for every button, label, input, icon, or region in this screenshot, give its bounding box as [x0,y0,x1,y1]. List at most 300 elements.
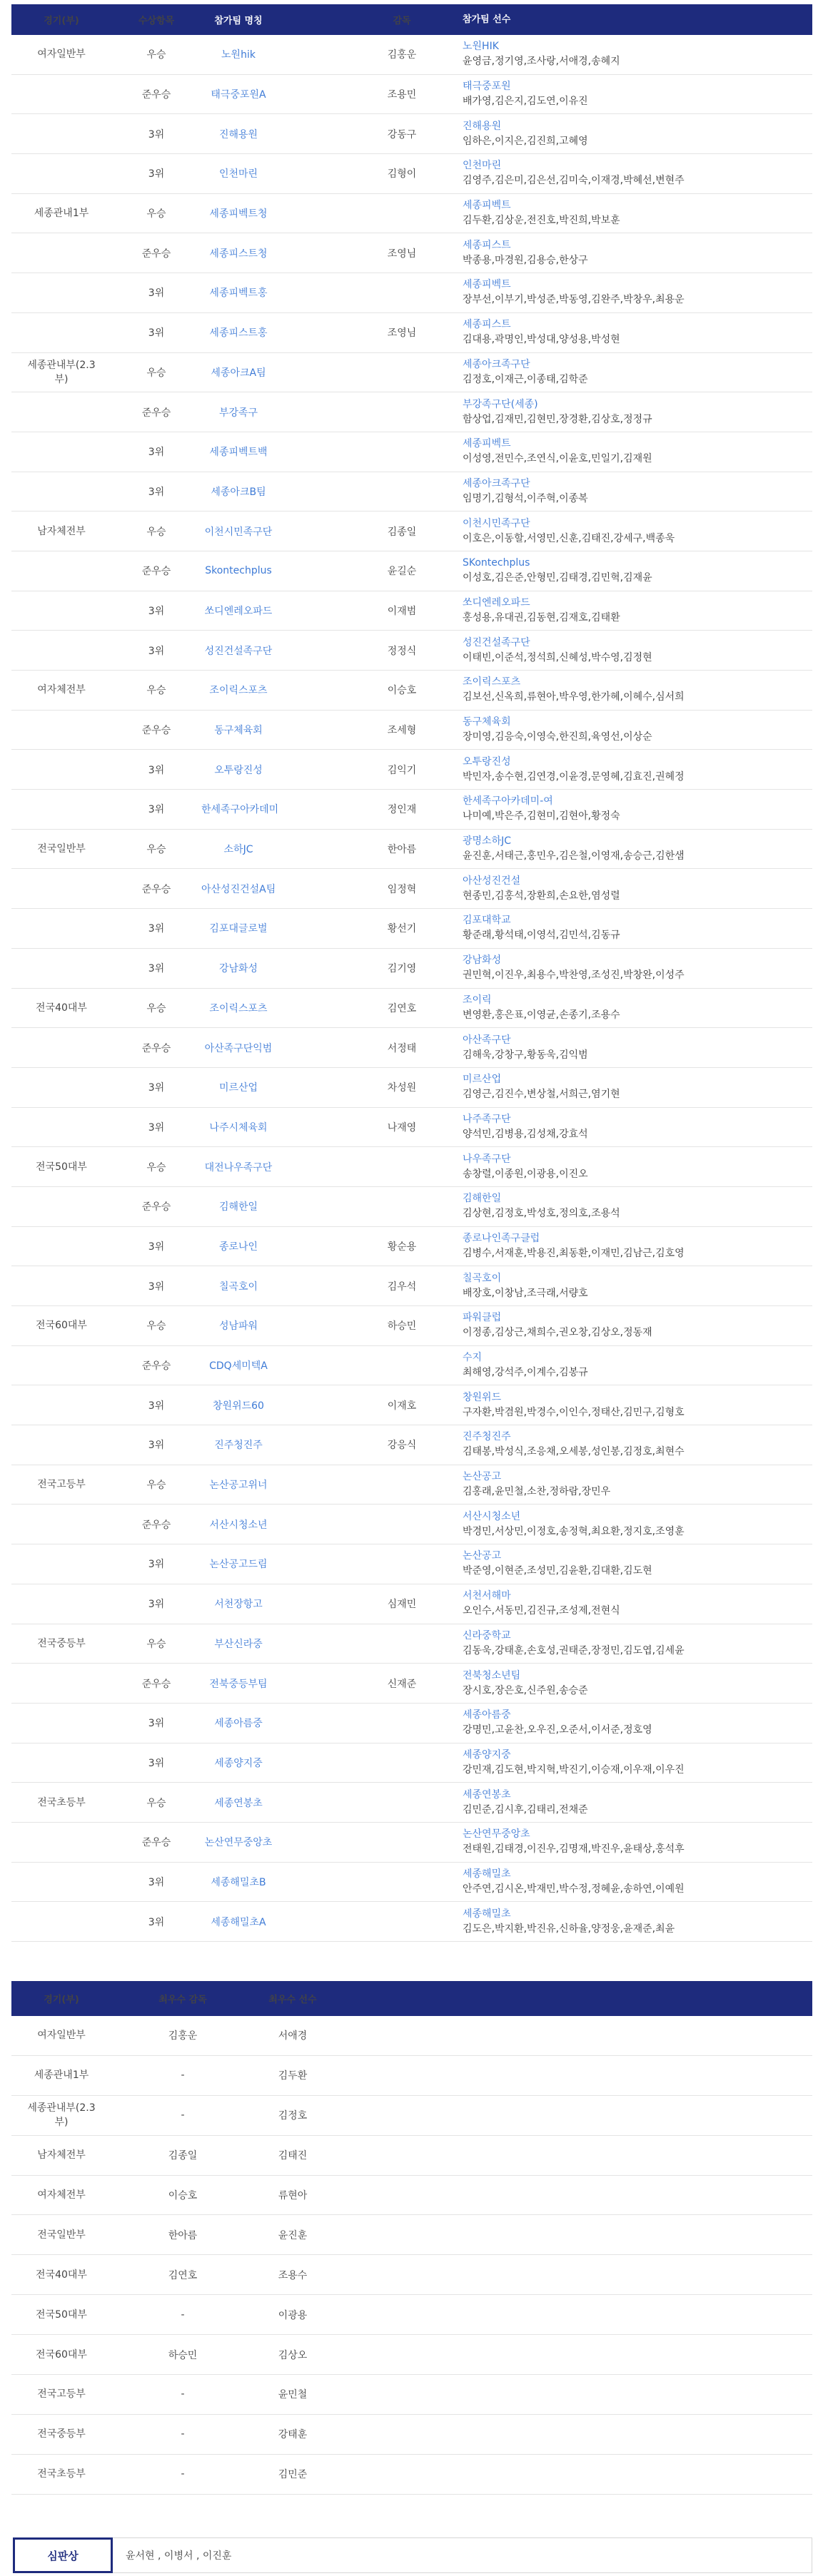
header-division [11,13,111,26]
roster-team-link[interactable]: 나주족구단 [463,1113,511,1125]
players-list: 이태빈,이준석,정석희,신혜성,박수영,김정현 [463,651,652,663]
roster-team-link[interactable]: 종로나인족구클럽 [463,1232,540,1244]
roster-cell [454,1510,812,1539]
award-row [11,114,812,154]
division-label: 세종관내부(2.3부) [27,359,96,385]
best-coach-cell: 김연호 [168,2269,198,2281]
roster-cell [454,1708,812,1738]
roster-team-link[interactable]: 칠곡호이 [463,1272,502,1284]
roster-team-link[interactable]: 부강족구단(세종) [463,398,538,410]
team-name-cell [201,444,350,459]
best-award-row [11,2215,812,2255]
division-label: 여자일반부 [37,2030,86,2042]
roster-team-link[interactable]: 세종아크족구단 [463,477,530,489]
award-cell: 3위 [148,1241,165,1253]
roster-team-link[interactable]: 나우족구단 [463,1153,511,1165]
team-name-cell [201,1796,350,1810]
awards-table-body [11,35,812,1942]
roster-team-link[interactable]: 성진건설족구단 [463,636,530,648]
roster-team-link[interactable]: 아산성진건설 [463,875,521,887]
players-list: 최해영,강석주,이계수,김봉규 [463,1367,588,1379]
team-link[interactable]: 서산시청소년 [209,1519,268,1531]
award-cell: 우승 [146,685,166,697]
roster-team-link[interactable]: 세종피스트 [463,319,511,331]
team-link[interactable]: 한세족구아카데미 [201,804,279,816]
team-link[interactable]: 칠곡호이 [218,1281,258,1293]
roster-cell [454,953,812,983]
best-award-row [11,2455,812,2495]
referee-award-label: 심판상 [13,2537,113,2573]
coach-cell: 신재준 [387,1678,417,1690]
roster-cell [454,1788,812,1818]
team-link[interactable]: 강남화성 [218,963,258,975]
roster-team-link[interactable]: 서산시청소년 [463,1510,521,1522]
team-link[interactable]: 조이릭스포츠 [209,685,268,697]
roster-cell [454,198,812,228]
team-link[interactable]: 아산족구단익범 [204,1042,273,1054]
award-cell: 우승 [146,1320,166,1333]
award-cell: 우승 [146,49,166,61]
award-cell: 3위 [148,1718,165,1730]
division-cell [11,2148,111,2162]
team-name-cell [201,1001,350,1015]
team-link[interactable]: 진주청진주 [214,1440,263,1452]
players-list: 배장호,이창남,조극래,서량호 [463,1287,588,1299]
award-cell: 3위 [148,168,165,180]
award-row [11,233,812,273]
roster-team-link[interactable]: 수지 [463,1352,483,1364]
team-link[interactable]: 논산공고위너 [209,1480,268,1492]
division-label: 세종관내1부 [34,2070,89,2082]
players-list: 김홍래,윤민철,소찬,정하람,장민우 [463,1486,611,1498]
roster-cell [454,834,812,864]
players-list: 김두환,김상운,전진호,박진희,박보훈 [463,215,620,227]
coach-cell: 황순용 [387,1241,417,1253]
award-cell: 우승 [146,1002,166,1014]
awards-table [11,4,812,1942]
header-award: 수상항목 [138,16,175,26]
team-link[interactable]: 나주시체육회 [209,1121,268,1134]
division-label: 남자체전부 [37,2149,86,2162]
team-link[interactable]: 아산성진건설A팀 [201,883,276,895]
team-name-cell [201,1199,350,1213]
division-label: 전국40대부 [36,1002,87,1014]
roster-cell [454,1191,812,1221]
coach-cell: 서정태 [387,1042,417,1054]
best-award-row [11,2016,812,2056]
award-cell: 준우승 [141,1360,171,1373]
award-row [11,631,812,671]
roster-team-link[interactable]: 세종피벡트 [463,438,511,450]
award-cell: 우승 [146,844,166,856]
roster-cell [454,317,812,347]
team-link[interactable]: 진해용원 [218,128,258,141]
team-name-cell [201,484,350,499]
players-list: 김태봉,박성식,조응채,오세봉,성인봉,김정호,최현수 [463,1446,685,1458]
referee-award-names: 윤서현 , 이병서 , 이진훈 [113,2537,812,2573]
division-cell [11,842,111,856]
players-list: 박준영,이현준,조성민,김윤환,김대환,김도현 [463,1565,652,1577]
roster-team-link[interactable]: SKontechplus [463,557,530,569]
division-cell [11,1160,111,1174]
award-cell: 3위 [148,447,165,459]
best-award-row [11,2096,812,2136]
roster-team-link[interactable]: 조이릭스포츠 [463,676,521,688]
team-link[interactable]: 성남파워 [218,1320,258,1333]
players-list: 강민재,김도현,박지혁,박진기,이승재,이우재,이우진 [463,1763,685,1776]
roster-cell [454,596,812,626]
best-player-cell: 조용수 [278,2269,308,2281]
roster-team-link[interactable]: 김해한일 [463,1193,502,1205]
team-name-cell [201,921,350,935]
best-player-cell: 김상오 [278,2349,308,2361]
team-link[interactable]: 세종양지중 [214,1757,263,1769]
team-name-cell [201,1915,350,1929]
roster-cell [454,1470,812,1500]
players-list: 김영주,김은미,김은선,김미숙,이재경,박혜선,변현주 [463,175,685,187]
roster-cell [454,715,812,745]
roster-team-link[interactable]: 쏘디엔레오파드 [463,596,530,609]
players-list: 김민준,김시후,김태리,전채준 [463,1803,588,1816]
team-link[interactable]: 세종연봉초 [214,1797,263,1809]
team-name-cell [201,285,350,300]
header-team-name: 참가팀 명칭 [214,16,263,26]
team-link[interactable]: 세종아크B팀 [211,486,266,498]
team-name-cell [201,365,350,380]
award-cell: 3위 [148,1400,165,1412]
roster-team-link[interactable]: 논산연무중앙초 [463,1828,530,1841]
award-cell: 3위 [148,1876,165,1888]
team-name-cell [201,524,350,539]
division-label: 전국일반부 [37,2229,86,2241]
award-row [11,472,812,512]
team-link[interactable]: 세종피벡트백 [209,447,268,459]
team-name-cell [201,1318,350,1333]
division-label: 전국초등부 [37,1796,86,1808]
award-cell: 3위 [148,605,165,617]
roster-team-link[interactable]: 창원위드 [463,1391,502,1403]
award-row [11,1306,812,1346]
team-name-cell [201,1716,350,1730]
award-row [11,1783,812,1823]
coach-cell: 이승호 [387,685,417,697]
team-link[interactable]: 세종해밀초B [211,1876,266,1888]
best-award-row [11,2136,812,2176]
award-row [11,1664,812,1704]
award-cell: 3위 [148,1121,165,1134]
roster-team-link[interactable]: 논산공고 [463,1471,502,1483]
award-row [11,989,812,1029]
roster-cell [454,556,812,586]
roster-cell [454,79,812,109]
team-name-cell [201,246,350,260]
best-award-row [11,2176,812,2216]
team-link[interactable]: CDQ세미텍A [209,1360,268,1373]
roster-cell [454,1430,812,1460]
roster-cell [454,516,812,546]
roster-cell [454,1589,812,1619]
roster-team-link[interactable]: 논산공고 [463,1550,502,1562]
team-link[interactable]: 인천마린 [218,168,258,180]
award-row [11,1902,812,1942]
players-list: 구자환,박겸원,박경수,이인수,정태산,김민구,김형호 [463,1406,685,1418]
team-name-cell [201,325,350,340]
team-link[interactable]: 세종해밀초A [211,1916,266,1928]
roster-team-link[interactable]: 오투랑진성 [463,755,511,768]
roster-cell [454,1867,812,1897]
award-cell: 우승 [146,1161,166,1174]
division-label: 전국초등부 [37,2468,86,2480]
division-label: 세종관내1부 [34,208,89,220]
award-cell: 3위 [148,1599,165,1611]
players-list: 이호은,이동할,서영민,신훈,김태진,강세구,백종욱 [463,532,675,544]
team-link[interactable]: 성진건설족구단 [204,645,273,657]
team-name-cell [201,1835,350,1849]
team-link[interactable]: 논산연무중앙초 [204,1837,273,1849]
roster-team-link[interactable]: 전북청소년팀 [463,1669,521,1681]
roster-team-link[interactable]: 진해용원 [463,120,502,132]
team-name-cell [201,1557,350,1571]
award-row [11,1068,812,1108]
roster-team-link[interactable]: 세종연봉초 [463,1788,511,1801]
roster-team-link[interactable]: 파워클럽 [463,1312,502,1324]
team-link[interactable]: Skontechplus [205,565,272,577]
team-name-cell [201,683,350,697]
award-row [11,1227,812,1267]
players-list: 함상업,김재민,김현민,장경환,김상호,정정규 [463,413,652,425]
award-row [11,273,812,313]
award-cell: 준우승 [141,1201,171,1213]
roster-team-link[interactable]: 세종아크족구단 [463,358,530,370]
division-cell [11,358,111,387]
players-list: 강명민,고윤찬,오우진,오준서,이서준,정호영 [463,1724,652,1736]
best-coach-cell: - [181,2308,185,2321]
team-link[interactable]: 세종피벡트청 [209,208,268,220]
coach-cell: 조영님 [387,327,417,340]
best-coach-cell: - [181,2428,185,2440]
roster-team-link[interactable]: 세종양지중 [463,1748,511,1761]
roster-team-link[interactable]: 한세족구아카데미-여 [463,795,553,808]
roster-team-link[interactable]: 세종해밀초 [463,1868,511,1880]
award-cell: 3위 [148,764,165,776]
award-cell: 우승 [146,1480,166,1492]
header-division [11,1992,111,2005]
division-label: 전국50대부 [36,2308,87,2321]
award-row [11,949,812,989]
team-link[interactable]: 태극중포원A [211,89,266,101]
roster-team-link[interactable]: 인천마린 [463,160,502,172]
roster-team-link[interactable]: 세종해밀초 [463,1908,511,1920]
roster-team-link[interactable]: 조이릭 [463,994,492,1006]
best-coach-cell: - [181,2109,185,2122]
roster-team-link[interactable]: 미르산업 [463,1074,502,1086]
team-link[interactable]: 대전나우족구단 [204,1161,273,1174]
header-division-label: 경기(부) [44,16,79,26]
award-row [11,75,812,115]
award-row [11,830,812,870]
roster-team-link[interactable]: 태극중포원 [463,81,511,93]
roster-team-link[interactable]: 세종피벡트 [463,200,511,212]
award-row [11,750,812,790]
roster-team-link[interactable]: 진주청진주 [463,1431,511,1443]
roster-cell [454,238,812,268]
players-list: 배가영,김은지,김도연,이유진 [463,96,588,108]
team-link[interactable]: 이천시민족구단 [204,526,273,538]
roster-cell [454,1549,812,1579]
team-link[interactable]: 동구체육회 [214,725,263,737]
roster-team-link[interactable]: 신라중학교 [463,1629,511,1641]
coach-cell: 조용민 [387,89,417,101]
award-cell: 3위 [148,1559,165,1571]
roster-cell [454,1350,812,1380]
team-link[interactable]: 쏘디엔레오파드 [204,605,273,617]
roster-team-link[interactable]: 노원HIK [463,41,499,53]
players-list: 김영근,김진수,변상철,서희근,염기현 [463,1089,620,1101]
team-link[interactable]: 김해한일 [218,1201,258,1213]
award-cell: 3위 [148,1082,165,1094]
roster-team-link[interactable]: 세종피벡트 [463,279,511,291]
team-name-cell [201,1358,350,1373]
best-award-row [11,2295,812,2335]
header-players: 참가팀 선수 [463,14,511,25]
award-cell: 3위 [148,128,165,141]
roster-cell [454,913,812,943]
players-list: 김해욱,강창구,황동욱,김익범 [463,1049,588,1061]
roster-team-link[interactable]: 강남화성 [463,954,502,967]
team-link[interactable]: 소하JC [223,844,253,856]
division-cell [11,2308,111,2322]
award-row [11,1823,812,1863]
award-cell: 3위 [148,923,165,935]
roster-cell [454,477,812,506]
team-name-cell [201,604,350,618]
team-link[interactable]: 미르산업 [218,1082,258,1094]
coach-cell: 이재호 [387,1400,417,1412]
players-list: 김정호,이재근,이종태,김학준 [463,373,588,385]
division-cell [11,2188,111,2202]
roster-cell [454,1827,812,1857]
team-link[interactable]: 부산신라중 [214,1638,263,1650]
roster-cell [454,1629,812,1659]
best-coach-cell: 김홍운 [168,2030,198,2042]
team-name-cell [201,166,350,180]
team-link[interactable]: 논산공고드림 [209,1559,268,1571]
award-row [11,1147,812,1187]
award-row [11,551,812,591]
roster-team-link[interactable]: 세종피스트 [463,239,511,251]
players-list: 김병수,서재훈,박용진,최동환,이재민,김남근,김호영 [463,1247,685,1259]
roster-team-link[interactable]: 광명소하JC [463,835,512,847]
players-list: 현종민,김홍석,장환희,손요한,염성렬 [463,890,620,902]
best-player-cell: 류현아 [278,2190,308,2201]
players-list: 윤진훈,서태근,홍민우,김은철,이영재,송승근,김한샘 [463,850,685,862]
roster-team-link[interactable]: 김포대학교 [463,915,511,927]
best-player-cell: 김정호 [278,2110,308,2122]
team-link[interactable]: 서천장항고 [214,1599,263,1611]
award-cell: 준우승 [141,883,171,895]
players-list: 이성호,김은준,안형민,김태경,김민혁,김재윤 [463,572,652,584]
best-player-cell: 윤진훈 [278,2229,308,2241]
roster-team-link[interactable]: 세종아름중 [463,1709,511,1721]
coach-cell: 김우석 [387,1281,417,1293]
award-cell: 3위 [148,1757,165,1769]
roster-cell [454,993,812,1023]
roster-cell [454,437,812,467]
team-name-cell [201,1477,350,1492]
header-division-label: 경기(부) [44,1995,79,2005]
players-list: 홍성용,유대권,김동현,김재호,김태환 [463,611,620,623]
team-name-cell [201,1875,350,1889]
roster-cell [454,1669,812,1699]
players-list: 윤영금,정기영,조사랑,서애경,송혜지 [463,56,620,68]
team-link[interactable]: 세종피벡트홍 [209,287,268,300]
coach-cell: 김형이 [387,168,417,180]
roster-team-link[interactable]: 서천서해마 [463,1590,511,1602]
team-link[interactable]: 김포대글로벌 [209,923,268,935]
roster-team-link[interactable]: 이천시민족구단 [463,517,530,529]
coach-cell: 차성원 [387,1082,417,1094]
best-player-cell: 이광용 [278,2309,308,2321]
team-link[interactable]: 조이릭스포츠 [209,1002,268,1014]
team-link[interactable]: 세종아름중 [214,1718,263,1730]
team-name-cell [201,1041,350,1055]
coach-cell: 김연호 [387,1002,417,1014]
team-link[interactable]: 부강족구 [218,407,258,419]
players-list: 임하은,이지은,김진희,고혜영 [463,135,588,147]
team-name-cell [201,565,350,576]
roster-cell [454,357,812,387]
best-player-cell: 강태훈 [278,2429,308,2441]
award-cell: 우승 [146,367,166,379]
award-cell: 준우승 [141,248,171,260]
team-link[interactable]: 세종피스트홍 [209,327,268,340]
division-cell [11,1636,111,1651]
award-cell: 3위 [148,486,165,498]
roster-team-link[interactable]: 아산족구단 [463,1034,511,1046]
award-row [11,1863,812,1903]
team-link[interactable]: 종로나인 [218,1241,258,1253]
division-label: 전국60대부 [36,2348,87,2361]
roster-team-link[interactable]: 동구체육회 [463,716,511,728]
players-list: 김보선,신옥희,류현아,박우영,한가혜,이혜수,심서희 [463,691,685,703]
division-label: 여자일반부 [37,49,86,61]
award-cell: 3위 [148,287,165,300]
players-list: 박경민,서상민,이정호,송정혁,최요환,정지호,조영훈 [463,1525,685,1537]
award-row [11,1187,812,1227]
team-link[interactable]: 세종피스트청 [209,248,268,260]
team-link[interactable]: 노원hik [221,49,256,61]
players-list: 양석민,김병용,김성채,강효석 [463,1128,588,1140]
roster-cell [454,1033,812,1063]
best-player-cell: 김민준 [278,2469,308,2481]
division-label: 전국중등부 [37,1637,86,1649]
players-list: 김도은,박지환,박진유,신하율,양정웅,윤재준,최윤 [463,1923,675,1935]
division-label: 남자체전부 [37,525,86,537]
award-row [11,194,812,234]
roster-cell [454,1112,812,1142]
team-name-cell [201,643,350,658]
team-link[interactable]: 전북중등부팀 [209,1678,268,1690]
coach-cell: 이재범 [387,605,417,617]
roster-cell [454,1072,812,1102]
best-coach-cell: - [181,2468,185,2480]
team-link[interactable]: 창원위드60 [213,1400,264,1412]
division-label: 전국고등부 [37,1479,86,1491]
team-link[interactable]: 오투랑진성 [214,764,263,776]
team-link[interactable]: 세종아크A팀 [211,367,266,379]
award-row [11,711,812,750]
award-cell: 준우승 [141,1678,171,1690]
